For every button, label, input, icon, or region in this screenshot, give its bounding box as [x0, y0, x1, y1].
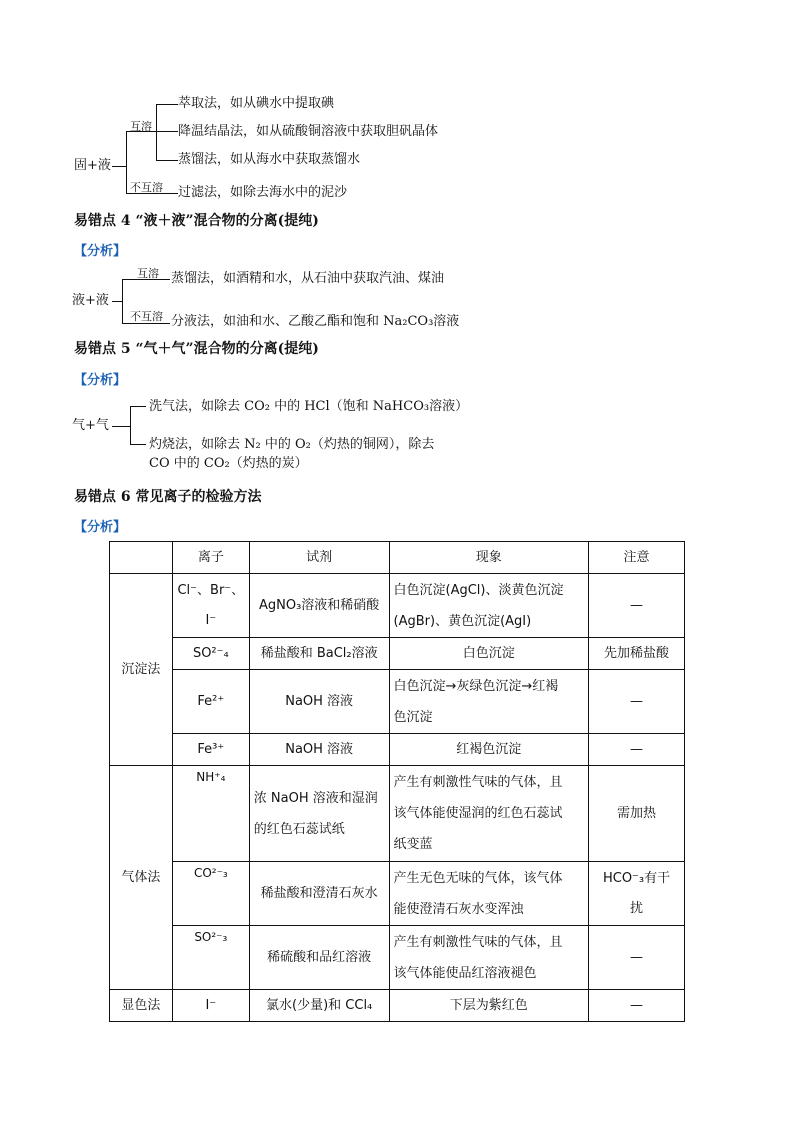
reagent-cell: 稀硫酸和品红溶液 [249, 926, 389, 990]
branch-text: 分液法，如油和水、乙酸乙酯和饱和 Na₂CO₃溶液 [171, 314, 460, 329]
reagent-cell: 稀盐酸和澄清石灰水 [249, 862, 389, 926]
table-row [110, 734, 685, 766]
note-cell: — [589, 990, 685, 1022]
table-header-cell: 现象 [389, 542, 589, 574]
reagent-cell: NaOH 溶液 [249, 734, 389, 766]
tree-branch-trunk [156, 104, 157, 160]
tree-trunk [122, 279, 123, 323]
tree-trunk [126, 131, 127, 193]
branch-text: 洗气法，如除去 CO₂ 中的 HCl（饱和 NaHCO₃溶液） [149, 399, 469, 414]
phenomenon-text: 产生无色无味的气体，该气体 [393, 870, 563, 886]
ion-cell: SO²⁻₄ [172, 638, 249, 670]
insoluble-label: 不互溶 [130, 310, 163, 323]
soluble-label: 互溶 [130, 120, 152, 133]
phenomenon-text: 色沉淀 [393, 709, 433, 725]
reagent-cell: 氯水(少量)和 CCl₄ [249, 990, 389, 1022]
phenomenon-cell: 白色沉淀 [389, 638, 589, 670]
table-row [110, 862, 685, 926]
group-label: 显色法 [110, 990, 173, 1022]
note-cell: 先加稀盐酸 [589, 638, 685, 670]
table-header-cell: 注意 [589, 542, 685, 574]
table-header-row [110, 542, 685, 574]
phenomenon-cell [389, 766, 589, 862]
analysis-label: 【分析】 [74, 373, 127, 388]
tree-root-label: 气+气 [72, 418, 109, 433]
note-cell: 需加热 [589, 766, 685, 862]
table-header-cell: 试剂 [249, 542, 389, 574]
phenomenon-cell: 红褐色沉淀 [389, 734, 589, 766]
analysis-label: 【分析】 [74, 520, 127, 535]
tree-connector [112, 426, 130, 427]
ion-cell: I⁻ [172, 990, 249, 1022]
branch-text: 蒸馏法，如从海水中获取蒸馏水 [178, 152, 361, 167]
tree-connector [156, 104, 178, 105]
table-row [110, 574, 685, 638]
tree-connector [130, 444, 146, 445]
branch-text: 过滤法，如除去海水中的泥沙 [178, 185, 348, 200]
reagent-text: 浓 NaOH 溶液和湿润 [253, 790, 378, 806]
table-row [110, 990, 685, 1022]
phenomenon-text: 白色沉淀→灰绿色沉淀→红褐 [393, 678, 559, 694]
branch-text: 灼烧法，如除去 N₂ 中的 O₂（灼热的铜网），除去 [149, 437, 435, 452]
phenomenon-text: (AgBr)、黄色沉淀(AgI) [393, 613, 532, 629]
ion-cell: Fe²⁺ [172, 670, 249, 734]
phenomenon-text: 产生有刺激性气味的气体，且 [393, 775, 563, 790]
ion-detection-table [109, 541, 685, 1022]
reagent-cell: 稀盐酸和 BaCl₂溶液 [249, 638, 389, 670]
phenomenon-cell [389, 670, 589, 734]
note-text: HCO⁻₃有干 [602, 870, 671, 886]
ion-cell: SO²⁻₃ [172, 926, 249, 990]
branch-text: CO 中的 CO₂（灼热的炭） [149, 456, 308, 471]
tree-connector [130, 406, 146, 407]
note-cell: — [589, 734, 685, 766]
phenomenon-text: 白色沉淀(AgCl)、淡黄色沉淀 [393, 582, 564, 598]
branch-text: 蒸馏法，如酒精和水，从石油中获取汽油、煤油 [171, 271, 445, 286]
phenomenon-text: 能使澄清石灰水变浑浊 [393, 901, 524, 917]
tree-connector [112, 301, 122, 302]
phenomenon-text: 纸变蓝 [393, 837, 433, 852]
note-cell: — [589, 926, 685, 990]
tree-root-label: 固+液 [74, 158, 111, 173]
soluble-label: 互溶 [137, 267, 159, 280]
note-cell [589, 862, 685, 926]
phenomenon-cell [389, 926, 589, 990]
phenomenon-cell [389, 574, 589, 638]
ion-text: Cl⁻、Br⁻、 [177, 582, 245, 598]
reagent-text: 的红色石蕊试纸 [253, 821, 345, 837]
phenomenon-cell: 下层为紫红色 [389, 990, 589, 1022]
table-header-cell: 离子 [172, 542, 249, 574]
note-cell: — [589, 574, 685, 638]
section-heading: 易错点 4 “液＋液”混合物的分离(提纯) [74, 213, 319, 229]
tree-connector [112, 166, 126, 167]
ion-cell [172, 574, 249, 638]
branch-text: 降温结晶法，如从硫酸铜溶液中获取胆矾晶体 [178, 124, 439, 139]
phenomenon-cell [389, 862, 589, 926]
phenomenon-text: 该气体能使湿润的红色石蕊试 [393, 806, 563, 821]
tree-root-label: 液+液 [72, 293, 109, 308]
section-heading: 易错点 5 “气＋气”混合物的分离(提纯) [74, 341, 319, 357]
phenomenon-text: 该气体能使品红溶液褪色 [393, 965, 537, 981]
reagent-cell: AgNO₃溶液和稀硝酸 [249, 574, 389, 638]
ion-text: I⁻ [205, 612, 217, 628]
group-label: 气体法 [110, 766, 173, 990]
table-row [110, 670, 685, 734]
table-row [110, 766, 685, 862]
analysis-label: 【分析】 [74, 244, 127, 259]
group-label: 沉淀法 [110, 574, 173, 766]
table-row [110, 926, 685, 990]
branch-text: 萃取法，如从碘水中提取碘 [178, 96, 335, 111]
table-row [110, 638, 685, 670]
note-cell: — [589, 670, 685, 734]
ion-cell: Fe³⁺ [172, 734, 249, 766]
table-header-cell [110, 542, 173, 574]
reagent-cell: NaOH 溶液 [249, 670, 389, 734]
ion-cell: CO²⁻₃ [172, 862, 249, 926]
phenomenon-text: 产生有刺激性气味的气体，且 [393, 934, 563, 950]
insoluble-label: 不互溶 [130, 181, 163, 194]
tree-connector [156, 131, 178, 132]
tree-connector [156, 160, 178, 161]
note-text: 扰 [630, 900, 644, 916]
section-heading: 易错点 6 常见离子的检验方法 [74, 489, 262, 505]
ion-cell: NH⁺₄ [172, 766, 249, 862]
tree-trunk [130, 406, 131, 444]
reagent-cell [249, 766, 389, 862]
